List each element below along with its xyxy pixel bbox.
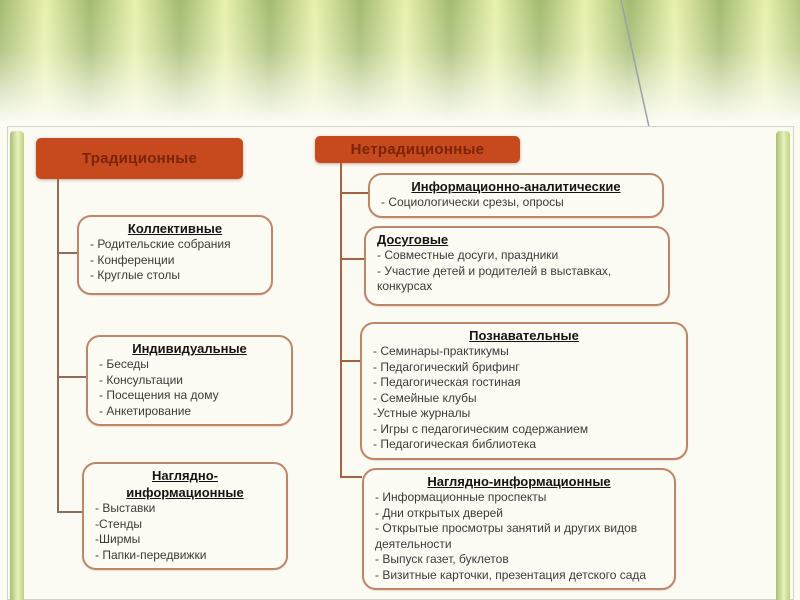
- category-item: - Визитные карточки, презентация детского сада: [375, 567, 647, 582]
- category-title: Наглядно-информационные: [427, 474, 611, 489]
- category-item: - Анкетирование: [99, 403, 192, 418]
- right-tree-header: Нетрадиционные: [315, 136, 520, 163]
- category-item: - Участие детей и родителей в выставках, конкурсах: [377, 263, 612, 293]
- green-stripe-left: [10, 131, 24, 600]
- category-title: Познавательные: [469, 328, 579, 343]
- category-item: - Педагогическая библиотека: [373, 437, 537, 451]
- category-item: - Социологически срезы, опросы: [381, 195, 564, 209]
- category-item: - Семейные клубы: [373, 390, 477, 405]
- category-item: - Круглые столы: [90, 268, 181, 282]
- category-item: - Педагогическая гостиная: [373, 375, 521, 389]
- left-tree-header: Традиционные: [36, 138, 243, 179]
- category-item: -Ширмы: [95, 532, 141, 546]
- category-item: - Выставки: [95, 501, 156, 515]
- diagonal-decor-line: [0, 0, 800, 127]
- green-stripe-right: [776, 131, 790, 600]
- content-panel: [7, 126, 794, 600]
- category-title: Коллективные: [127, 221, 223, 236]
- category-item: - Семинары-практикумы: [373, 344, 509, 358]
- category-item: - Папки-передвижки: [95, 547, 207, 562]
- category-item: - Игры с педагогическим содержанием: [373, 421, 589, 436]
- category-title: Информационно-аналитические: [411, 179, 621, 194]
- category-item: - Выпуск газет, буклетов: [375, 552, 509, 566]
- category-item: - Педагогический брифинг: [373, 359, 520, 374]
- category-item: -Устные журналы: [373, 406, 471, 420]
- category-item: -Стенды: [95, 516, 142, 531]
- category-title: Досуговые: [377, 232, 449, 247]
- category-item: - Открытые просмотры занятий и других видов деятельности: [375, 521, 638, 551]
- category-item: - Совместные досуги, праздники: [377, 248, 559, 262]
- category-item: - Консультации: [99, 372, 183, 387]
- category-item: - Беседы: [99, 357, 149, 371]
- category-item: - Родительские собрания: [90, 237, 231, 251]
- category-item: - Конференции: [90, 252, 175, 267]
- category-item: - Дни открытых дверей: [375, 505, 503, 520]
- category-item: - Посещения на дому: [99, 388, 219, 402]
- category-title: Наглядно-информационные: [126, 468, 244, 500]
- category-title: Индивидуальные: [132, 341, 247, 356]
- category-item: - Информационные проспекты: [375, 490, 547, 504]
